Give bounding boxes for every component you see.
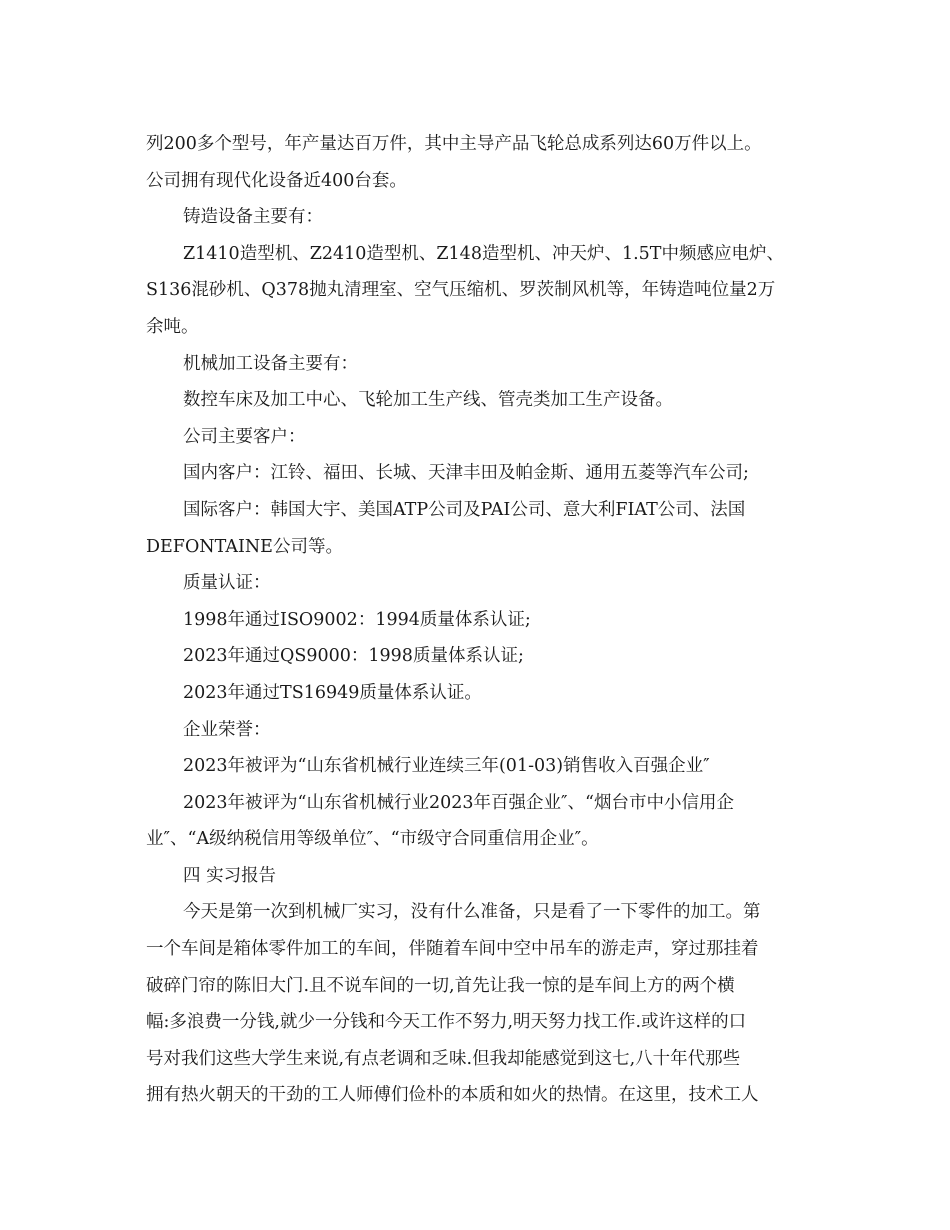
- section-heading-honors: 企业荣誉：: [183, 719, 271, 740]
- text-line: 业″、“A级纳税信用等级单位″、“市级守合同重信用企业″。: [146, 829, 599, 850]
- document-body: [146, 126, 806, 1114]
- text-line: 幅:多浪费一分钱,就少一分钱和今天工作不努力,明天努力找工作.或许这样的口: [146, 1012, 747, 1033]
- text-line: 一个车间是箱体零件加工的车间，伴随着车间中空中吊车的游走声，穿过那挂着: [146, 939, 759, 960]
- text-line: Z1410造型机、Z2410造型机、Z148造型机、冲天炉、1.5T中频感应电炉、: [183, 243, 784, 264]
- text-line: 公司拥有现代化设备近400台套。: [146, 170, 407, 191]
- text-line: 破碎门帘的陈旧大门.且不说车间的一切,首先让我一惊的是车间上方的两个横: [146, 975, 735, 996]
- text-line: S136混砂机、Q378抛丸清理室、空气压缩机、罗茨制风机等，年铸造吨位量2万: [146, 280, 776, 301]
- text-line: 号对我们这些大学生来说,有点老调和乏味.但我却能感觉到这七,八十年代那些: [146, 1048, 741, 1069]
- text-line: 2023年被评为“山东省机械行业2023年百强企业″、“烟台市中小信用企: [183, 792, 735, 813]
- text-line: 国内客户：江铃、福田、长城、天津丰田及帕金斯、通用五菱等汽车公司;: [183, 463, 749, 484]
- section-heading-quality-certification: 质量认证：: [183, 573, 271, 594]
- text-line: 余吨。: [146, 316, 199, 337]
- text-line: 列200多个型号，年产量达百万件，其中主导产品飞轮总成系列达60万件以上。: [146, 134, 762, 154]
- text-line: 1998年通过ISO9002：1994质量体系认证;: [183, 609, 531, 630]
- section-heading-casting-equipment: 铸造设备主要有：: [183, 207, 323, 228]
- text-line: 今天是第一次到机械厂实习，没有什么准备，只是看了一下零件的加工。第: [183, 902, 761, 923]
- section-heading-machining-equipment: 机械加工设备主要有：: [183, 353, 358, 374]
- section-heading-customers: 公司主要客户：: [183, 426, 306, 447]
- text-line: DEFONTAINE公司等。: [146, 536, 343, 557]
- text-line: 2023年通过QS9000：1998质量体系认证;: [183, 646, 524, 667]
- text-line: 2023年通过TS16949质量体系认证。: [183, 682, 482, 703]
- text-line: 数控车床及加工中心、飞轮加工生产线、管壳类加工生产设备。: [183, 390, 673, 411]
- text-line: 国际客户：韩国大宇、美国ATP公司及PAI公司、意大利FIAT公司、法国: [183, 499, 746, 520]
- text-line: 拥有热火朝天的干劲的工人师傅们俭朴的本质和如火的热情。在这里，技术工人: [146, 1085, 759, 1106]
- section-heading-internship-report: 四 实习报告: [183, 865, 277, 886]
- text-line: 2023年被评为“山东省机械行业连续三年(01-03)销售收入百强企业″: [183, 756, 710, 777]
